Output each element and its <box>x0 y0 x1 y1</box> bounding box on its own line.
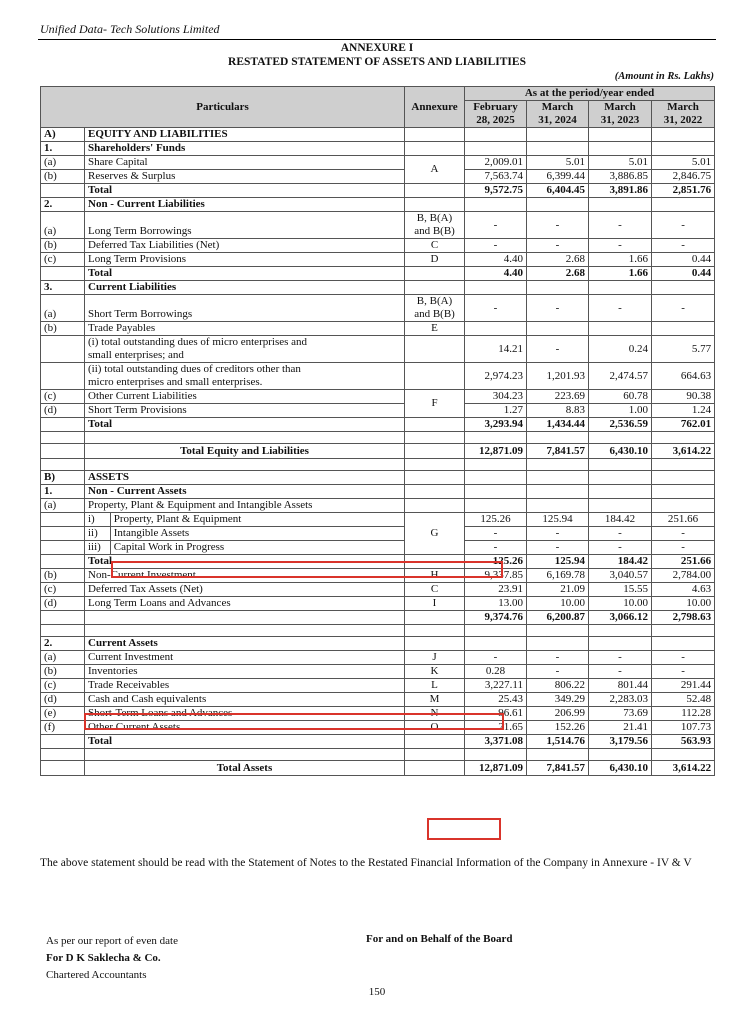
table-row: (b) Trade Payables E <box>41 322 715 336</box>
table-row: (c) Long Term Provisions D 4.40 2.68 1.66 0.44 <box>41 253 715 267</box>
table-row: 1. Shareholders' Funds <box>41 142 715 156</box>
table-row: B) ASSETS <box>41 471 715 485</box>
table-row: (b) Non-Current Investment H 9,337.85 6,169.78 3,040.57 2,784.00 <box>41 569 715 583</box>
header-particulars: Particulars <box>41 87 405 128</box>
table-row: Total 125.26 125.94 184.42 251.66 <box>41 555 715 569</box>
annexure-cell: B, B(A) and B(B) <box>405 295 465 322</box>
highlight-inventories <box>84 713 504 730</box>
report-date-line: As per our report of even date <box>46 935 178 947</box>
table-row: (d) Short Term Provisions 1.27 8.83 1.00 1.24 <box>41 404 715 418</box>
top-rule <box>38 39 716 40</box>
highlight-ppe <box>111 561 503 578</box>
table-row: (i) total outstanding dues of micro enterprises and small enterprises; and 14.21 - 0.24 5.77 <box>41 336 715 363</box>
table-row: (e) Short-Term Loans and Advances N 96.61 206.99 73.69 112.28 <box>41 707 715 721</box>
spacer-row <box>41 459 715 471</box>
trade-payables-others-label: (ii) total outstanding dues of creditors other than micro enterprises and small enterprises. <box>85 363 405 390</box>
table-row: 1. Non - Current Assets <box>41 485 715 499</box>
spacer-row <box>41 625 715 637</box>
header-col1: February 28, 2025 <box>465 101 527 128</box>
table-row: Total 4.40 2.68 1.66 0.44 <box>41 267 715 281</box>
table-row: (a) Share Capital A 2,009.01 5.01 5.01 5.01 <box>41 156 715 170</box>
table-row: (f) Other Current Assets O 21.65 152.26 21.41 107.73 <box>41 721 715 735</box>
header-col4: March 31, 2022 <box>652 101 715 128</box>
table-row: 3. Current Liabilities <box>41 281 715 295</box>
table-row: 2. Non - Current Liabilities <box>41 198 715 212</box>
header-col2: March 31, 2024 <box>527 101 589 128</box>
trade-payables-msme-label: (i) total outstanding dues of micro enterprises and small enterprises; and <box>85 336 405 363</box>
table-row: Total 3,371.08 1,514.76 3,179.56 563.93 <box>41 735 715 749</box>
highlight-total-assets <box>427 818 501 840</box>
table-row: i) Property, Plant & Equipment G 125.26 125.94 184.42 251.66 <box>41 513 715 527</box>
table-row: Total 9,572.75 6,404.45 3,891.86 2,851.76 <box>41 184 715 198</box>
auditor-signature-block <box>46 933 178 984</box>
statement-title: RESTATED STATEMENT OF ASSETS AND LIABILITIES <box>228 56 526 68</box>
table-row: (b) Reserves & Surplus 7,563.74 6,399.44 3,886.85 2,846.75 <box>41 170 715 184</box>
footer-note: The above statement should be read with the Statement of Notes to the Restated Financial Information of the Company in Annexure - IV & V <box>40 857 692 869</box>
table-row: (c) Trade Receivables L 3,227.11 806.22 801.44 291.44 <box>41 679 715 693</box>
auditor-firm: For D K Saklecha & Co. <box>46 952 161 964</box>
table-row: Total Equity and Liabilities 12,871.09 7,841.57 6,430.10 3,614.22 <box>41 444 715 459</box>
spacer-row <box>41 432 715 444</box>
table-row: iii) Capital Work in Progress - - - - <box>41 541 715 555</box>
header-annexure: Annexure <box>405 87 465 128</box>
header-period-caption: As at the period/year ended <box>465 87 715 101</box>
header-col3: March 31, 2023 <box>589 101 652 128</box>
table-row: (d) Cash and Cash equivalents M 25.43 349.29 2,283.03 52.48 <box>41 693 715 707</box>
page-number: 150 <box>368 986 386 998</box>
table-row: 2. Current Assets <box>41 637 715 651</box>
table-row: A) EQUITY AND LIABILITIES <box>41 128 715 142</box>
table-row: ii) Intangible Assets - - - - <box>41 527 715 541</box>
board-signature-block: For and on Behalf of the Board <box>366 933 513 945</box>
annexure-cell: B, B(A) and B(B) <box>405 212 465 239</box>
auditor-designation: Chartered Accountants <box>46 969 147 981</box>
table-row: Total Assets 12,871.09 7,841.57 6,430.10 3,614.22 <box>41 761 715 776</box>
table-row: (a) Current Investment J - - - - <box>41 651 715 665</box>
spacer-row <box>41 749 715 761</box>
table-row: (a) Long Term Borrowings B, B(A) and B(B) - - - - <box>41 212 715 239</box>
table-row: Total 3,293.94 1,434.44 2,536.59 762.01 <box>41 418 715 432</box>
company-name: Unified Data- Tech Solutions Limited <box>40 22 220 36</box>
table-row: 9,374.76 6,200.87 3,066.12 2,798.63 <box>41 611 715 625</box>
table-row: (b) Deferred Tax Liabilities (Net) C - - - - <box>41 239 715 253</box>
amount-note: (Amount in Rs. Lakhs) <box>614 71 714 82</box>
assets-liabilities-table <box>40 86 715 776</box>
table-row: (d) Long Term Loans and Advances I 13.00 10.00 10.00 10.00 <box>41 597 715 611</box>
table-row: (c) Deferred Tax Assets (Net) C 23.91 21.09 15.55 4.63 <box>41 583 715 597</box>
table-row: (b) Inventories K 0.28 - - - <box>41 665 715 679</box>
table-row: (ii) total outstanding dues of creditors other than micro enterprises and small enterprises. 2,974.23 1,201.93 2,474.57 664.63 <box>41 363 715 390</box>
table-row: (c) Other Current Liabilities F 304.23 223.69 60.78 90.38 <box>41 390 715 404</box>
table-row: (a) Short Term Borrowings B, B(A) and B(B) - - - - <box>41 295 715 322</box>
table-row: (a) Property, Plant & Equipment and Intangible Assets <box>41 499 715 513</box>
annexure-title: ANNEXURE I <box>340 42 414 54</box>
header-row-1 <box>41 87 715 101</box>
